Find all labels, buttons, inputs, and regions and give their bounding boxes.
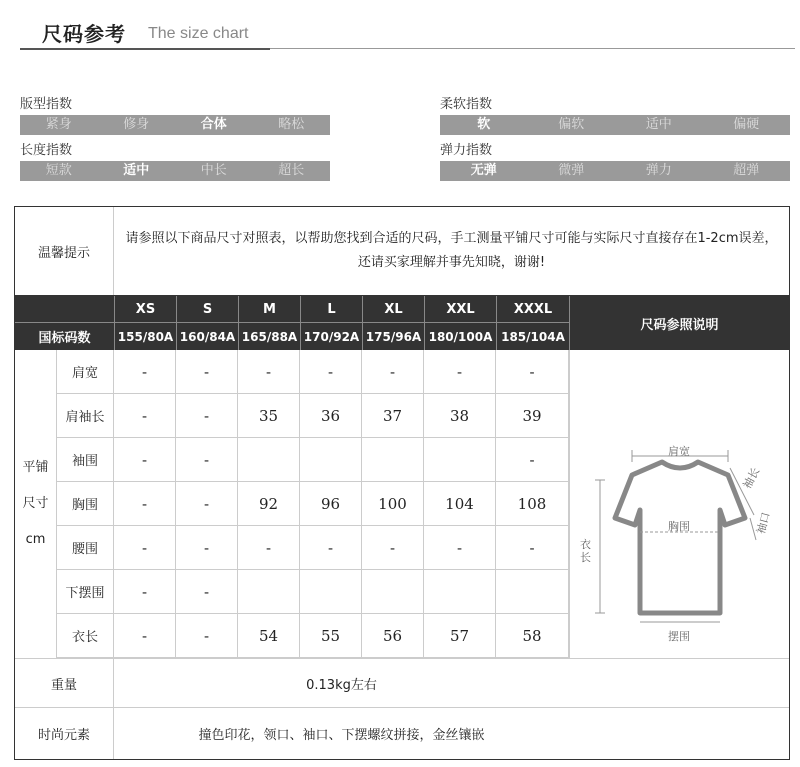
group-label-line: 尺寸 [22,496,49,511]
fit-index-label: 版型指数 [20,97,73,112]
style-label: 时尚元素 [15,708,114,759]
measurement-value: 37 [362,394,424,438]
page-subtitle: The size chart [148,25,249,42]
measurement-value: - [238,350,300,394]
measurement-value: 104 [424,482,496,526]
fit-option: 略松 [278,117,305,132]
measurement-value: 100 [362,482,424,526]
measurement-value: - [176,438,238,482]
measurement-value: - [176,570,238,614]
measurement-value: - [362,526,424,570]
intl-size-cell: 160/84A [176,322,238,350]
measurement-name: 腰围 [57,526,114,570]
measurement-value: - [114,394,176,438]
measurement-name: 袖围 [57,438,114,482]
elasticity-index [440,141,790,181]
length-index [20,141,330,181]
weight-label: 重量 [15,659,114,707]
measurement-value: 35 [238,394,300,438]
measurement-value: - [238,526,300,570]
measurement-value: 36 [300,394,362,438]
measurement-name: 肩宽 [57,350,114,394]
measurement-value [424,438,496,482]
length-index-label: 长度指数 [20,143,73,158]
measurement-value: 54 [238,614,300,658]
intl-size-cell: 175/96A [362,322,424,350]
fit-index-bar [20,115,330,135]
measurement-value: - [114,614,176,658]
tip-label: 温馨提示 [15,207,114,295]
length-option: 中长 [200,163,227,178]
diagram-chest-label: 胸围 [668,520,690,533]
measurement-value: 55 [300,614,362,658]
measurement-value: - [114,438,176,482]
size-header-s: S [176,296,238,322]
fit-index [20,95,330,135]
measurement-value [238,570,300,614]
section-header [0,0,800,60]
measurement-name: 下摆围 [57,570,114,614]
measurement-value: 56 [362,614,424,658]
diagram-shoulder-label: 肩宽 [668,445,690,458]
diagram-hem-label: 摆围 [668,630,690,643]
measurement-value: - [176,394,238,438]
measurement-value: - [114,350,176,394]
intl-size-cell: 155/80A [114,322,176,350]
measurement-value: - [176,350,238,394]
measurement-value [424,570,496,614]
intl-size-cell: 165/88A [238,322,300,350]
measurement-value: 57 [424,614,496,658]
softness-index [440,95,790,135]
elasticity-index-bar [440,161,790,181]
garment-diagram [569,350,790,658]
measurement-value: - [114,570,176,614]
softness-index-label: 柔软指数 [440,97,493,112]
size-table [14,206,790,760]
size-header-xs: XS [114,296,176,322]
style-value: 撞色印花，领口、袖口、下摆螺纹拼接，金丝镶嵌 [198,728,485,743]
measurement-name: 衣长 [57,614,114,658]
measurement-value: - [362,350,424,394]
intl-size-label: 国标码数 [15,322,114,350]
size-header-m: M [238,296,300,322]
measurement-value: 92 [238,482,300,526]
length-option: 超长 [278,163,305,178]
softness-option: 软 [477,117,491,132]
header-blank [15,296,114,322]
measurement-group-label [15,350,57,658]
intl-size-cell: 185/104A [496,322,569,350]
length-option: 适中 [123,163,150,178]
intl-size-cell: 180/100A [424,322,496,350]
measurement-value [496,570,569,614]
diagram-sleeve-label: 袖长 [740,465,763,491]
measurement-value: 39 [496,394,569,438]
measurement-value: 58 [496,614,569,658]
measurement-value: 108 [496,482,569,526]
measurement-value: - [300,526,362,570]
softness-option: 适中 [645,117,672,132]
measurement-value: - [114,482,176,526]
measurement-value: - [496,438,569,482]
weight-value: 0.13kg左右 [306,677,377,693]
measurement-name: 胸围 [57,482,114,526]
softness-option: 偏软 [558,117,585,132]
length-option: 短款 [45,163,72,178]
measurement-value: 96 [300,482,362,526]
measurement-value: - [300,350,362,394]
title-underline [20,48,270,50]
header-divider [270,48,795,49]
measurement-value: - [424,350,496,394]
fit-option: 紧身 [45,117,72,132]
measurement-value: - [114,526,176,570]
diagram-length-label: 衣长 [580,538,591,564]
elasticity-index-label: 弹力指数 [440,143,493,158]
tip-text: 请参照以下商品尺寸对照表，以帮助您找到合适的尺码，手工测量平铺尺寸可能与实际尺寸直接存在1-2cm误差，还请买家理解并事先知晓，谢谢! [125,231,778,270]
intl-size-cell: 170/92A [300,322,362,350]
fit-option: 合体 [200,117,227,132]
elasticity-option: 微弹 [558,163,585,178]
size-header-xxxl: XXXL [496,296,569,322]
page-title: 尺码参考 [42,22,126,46]
group-label-line: 平铺 [22,460,49,475]
measurement-value [238,438,300,482]
measurement-value: - [496,350,569,394]
fit-option: 修身 [123,117,150,132]
size-reference-label: 尺码参照说明 [569,296,789,350]
softness-index-bar [440,115,790,135]
softness-option: 偏硬 [733,117,760,132]
measurement-value: - [424,526,496,570]
measurement-value [300,438,362,482]
measurement-value [362,570,424,614]
measurement-value: - [176,482,238,526]
size-header-xxl: XXL [424,296,496,322]
elasticity-option: 超弹 [733,163,760,178]
measurement-value: - [176,614,238,658]
diagram-cuff-label: 袖口 [754,510,773,536]
group-label-line: cm [25,532,46,547]
measurement-name: 肩袖长 [57,394,114,438]
tshirt-diagram-icon [570,350,790,658]
size-header-l: L [300,296,362,322]
elasticity-option: 无弹 [470,163,497,178]
measurement-value [300,570,362,614]
size-header-xl: XL [362,296,424,322]
length-index-bar [20,161,330,181]
measurement-value: - [176,526,238,570]
elasticity-option: 弹力 [645,163,672,178]
measurement-value: - [496,526,569,570]
measurement-value: 38 [424,394,496,438]
measurement-value [362,438,424,482]
